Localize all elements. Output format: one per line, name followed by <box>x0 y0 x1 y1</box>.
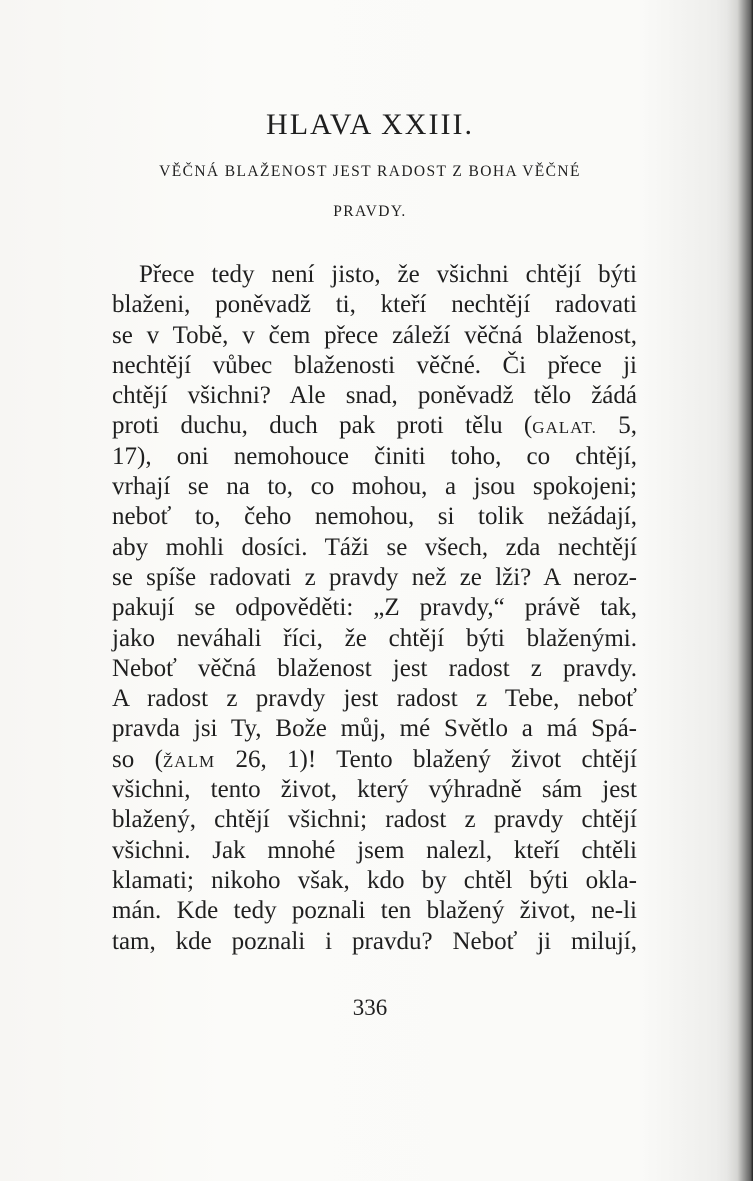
reference-zalm: ŽALM <box>162 751 216 771</box>
text-line: jako neváhali říci, že chtějí býti blaženými. <box>112 624 637 652</box>
text-line: vrhají se na to, co mohou, a jsou spokojeni; <box>112 473 637 501</box>
text-line: klamati; nikoho však, kdo by chtěl býti okla- <box>112 866 637 894</box>
text-segment: so ( <box>112 745 163 773</box>
text-line: nechtějí vůbec blaženosti věčné. Či přece ji <box>112 351 637 379</box>
text-line-with-reference <box>112 745 637 775</box>
text-line: se v Tobě, v čem přece záleží věčná blaženost, <box>112 321 637 349</box>
text-line: aby mohli dosíci. Táži se všech, zda nechtějí <box>112 533 637 561</box>
body-paragraph <box>112 260 637 957</box>
text-line: pravda jsi Ty, Bože můj, mé Světlo a má Spá- <box>112 715 637 743</box>
text-line: všichni. Jak mnohé jsem nalezl, kteří chtěli <box>112 836 637 864</box>
text-line: všichni, tento život, který výhradně sám jest <box>112 776 637 804</box>
chapter-subtitle-line-2: PRAVDY. <box>333 203 407 220</box>
text-line: 17), oni nemohouce činiti toho, co chtějí, <box>112 442 637 470</box>
text-line: Přece tedy není jisto, že všichni chtějí býti <box>139 261 637 288</box>
text-line: se spíše radovati z pravdy než ze lži? A neroz- <box>112 563 637 591</box>
text-line: tam, kde poznali i pravdu? Neboť ji milují, <box>112 927 637 955</box>
text-line: blaženi, poněvadž ti, kteří nechtějí radovati <box>112 291 637 319</box>
reference-galat-numbers: 5, <box>596 412 637 440</box>
text-line: blažený, chtějí všichni; radost z pravdy chtějí <box>112 806 637 834</box>
text-segment: 26, 1)! Tento blažený život chtějí <box>235 745 637 773</box>
reference-galat: GALAT. <box>532 418 597 438</box>
text-line: neboť to, čeho nemohou, si tolik nežádají, <box>112 503 637 531</box>
text-line: Neboť věčná blaženost jest radost z pravdy. <box>112 654 637 682</box>
text-segment: proti duchu, duch pak proti tělu ( <box>112 412 533 440</box>
chapter-subtitle-line-1: VĚČNÁ BLAŽENOST JEST RADOST Z BOHA VĚČNÉ <box>159 163 581 180</box>
text-line: pakují se odpověděti: „Z pravdy,“ právě tak, <box>112 594 637 622</box>
page-number: 336 <box>352 995 388 1020</box>
text-line: A radost z pravdy jest radost z Tebe, neboť <box>112 685 637 713</box>
text-line: mán. Kde tedy poznali ten blažený život, ne-li <box>112 897 637 925</box>
text-line-with-reference <box>112 411 637 441</box>
chapter-title: HLAVA XXIII. <box>266 108 474 141</box>
text-line: chtějí všichni? Ale snad, poněvadž tělo žádá <box>112 382 637 410</box>
